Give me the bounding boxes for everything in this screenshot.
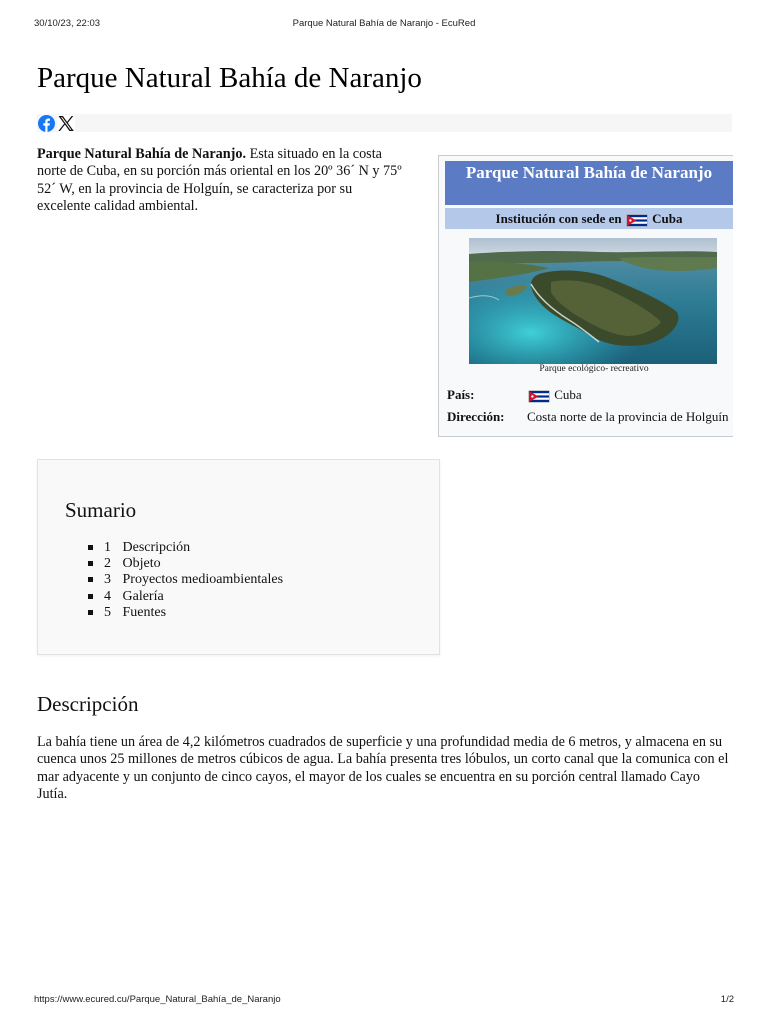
- cuba-flag-icon: [529, 391, 549, 402]
- infobox-title-text: Parque Natural Bahía de Naranjo: [465, 163, 713, 182]
- lead-paragraph: [37, 146, 402, 216]
- print-url: https://www.ecured.cu/Parque_Natural_Bahía_de_Naranjo: [34, 994, 281, 1005]
- infobox-value-text: Costa norte de la provincia de Holguín: [527, 409, 729, 424]
- infobox-image-caption: Parque ecológico- recreativo: [539, 364, 649, 374]
- infobox-photo: [469, 238, 717, 364]
- toc-item[interactable]: 1 Descripción: [88, 540, 283, 556]
- toc-list: [88, 540, 283, 621]
- toc-item-label[interactable]: Galería: [122, 588, 164, 604]
- toc-item-label[interactable]: Proyectos medioambientales: [122, 572, 284, 588]
- infobox-value-text[interactable]: Cuba: [554, 387, 582, 402]
- toc-item-label[interactable]: Objeto: [122, 556, 161, 572]
- facebook-icon[interactable]: [38, 115, 55, 132]
- infobox-subtitle-country: Cuba: [652, 211, 683, 226]
- infobox-title: [445, 161, 733, 205]
- toc-item[interactable]: 2 Objeto: [88, 556, 283, 572]
- print-page-number: 1/2: [720, 994, 734, 1005]
- toc-item[interactable]: 4 Galería: [88, 589, 283, 605]
- cuba-flag-icon: [627, 215, 647, 226]
- infobox-label: Dirección:: [447, 409, 505, 424]
- x-icon[interactable]: [57, 115, 75, 132]
- print-header: [0, 18, 768, 32]
- print-footer: [0, 994, 768, 1008]
- lead-text: Esta situado en la costa norte de Cuba, en su porción más oriental en los 20º 36´ N y 75º 52´ W, en la provincia de Holguín, se caracteriza por su excelente calidad ambiental.: [37, 146, 402, 215]
- toc-item-label[interactable]: Fuentes: [122, 604, 167, 620]
- toc-item[interactable]: 3 Proyectos medioambientales: [88, 572, 283, 588]
- toc-item[interactable]: 5 Fuentes: [88, 605, 283, 621]
- share-bar: [37, 114, 732, 132]
- print-doc-title: Parque Natural Bahía de Naranjo - EcuRed: [292, 18, 476, 29]
- toc-title: Sumario: [65, 498, 137, 522]
- infobox: [438, 155, 733, 437]
- page-title: Parque Natural Bahía de Naranjo: [37, 62, 422, 94]
- lead-bold-title: Parque Natural Bahía de Naranjo.: [37, 146, 247, 162]
- section-heading-descripcion: Descripción: [37, 692, 139, 716]
- infobox-subtitle: [445, 208, 733, 229]
- print-datetime: 30/10/23, 22:03: [34, 18, 101, 29]
- section-text-descripcion: La bahía tiene un área de 4,2 kilómetros cuadrados de superficie y una profundidad media de 6 metros, y almacena en su cuenca unos 25 millones de metros cúbicos de agua. La bahía presenta tres lóbulos, un corto canal que la comunica con el mar adyacente y un conjunto de cinco cayos, el mayor de los cuales se encuentra en su porción central llamado Cayo Jutía.: [37, 734, 729, 803]
- table-of-contents: [37, 459, 440, 655]
- toc-item-label[interactable]: Descripción: [122, 540, 191, 555]
- infobox-label: País:: [447, 387, 475, 402]
- infobox-value: [527, 387, 582, 403]
- infobox-subtitle-prefix: Institución con sede en: [495, 211, 622, 226]
